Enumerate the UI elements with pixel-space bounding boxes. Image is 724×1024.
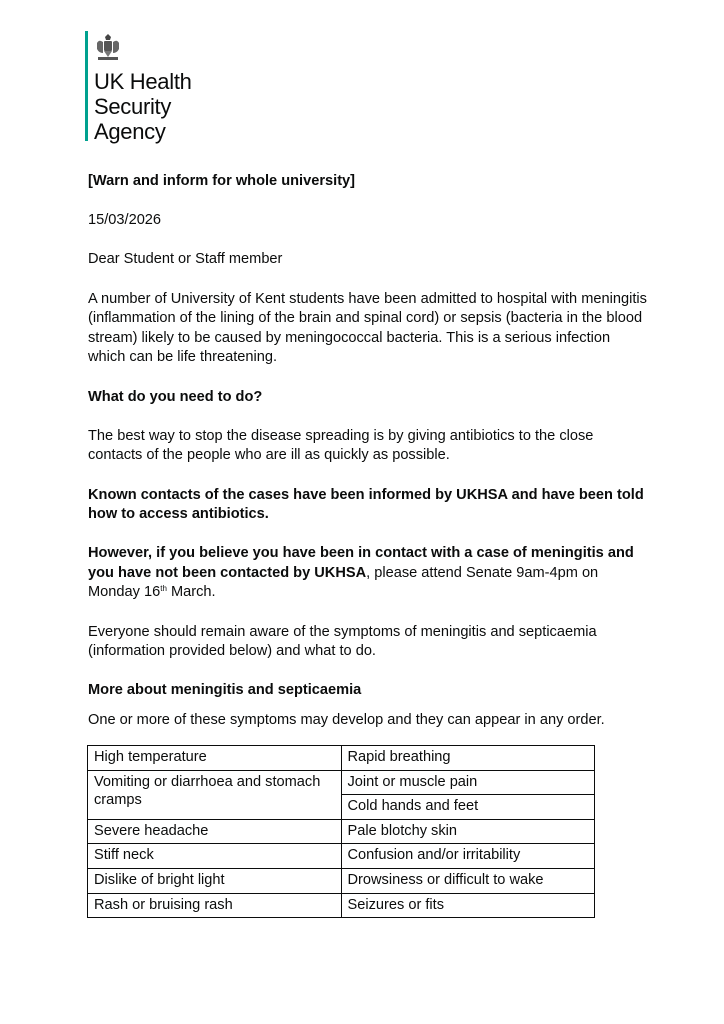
symptom-cell: Pale blotchy skin [341,819,595,844]
table-row [88,868,595,893]
symptom-cell: Seizures or fits [341,893,595,918]
symptoms-intro: One or more of these symptoms may develop and they can appear in any order. [88,712,605,729]
symptom-cell: High temperature [88,746,342,771]
symptom-cell: Joint or muscle pain [341,770,595,795]
however-bold: However, if you believe you have been in contact with a case of meningitis and you have not been contacted by UKHSA [88,545,634,581]
letter-date: 15/03/2026 [88,212,162,229]
more-about-heading: More about meningitis and septicaemia [88,682,362,699]
logo-accent-bar [85,31,88,141]
table-row [88,844,595,869]
table-row [88,770,595,795]
table-row [88,893,595,918]
best-way-paragraph: The best way to stop the disease spreading is by giving antibiotics to the close contacts of the people who are ill as quickly as possible. [88,427,594,464]
intro-paragraph: A number of University of Kent students have been admitted to hospital with meningitis (inflammation of the lining of the brain and spinal cord) or sepsis (bacteria in the blood stream) likely to be caused by meningococcal bacteria. This is a serious infection which can be life threatening. [88,290,647,366]
symptoms-table [87,745,595,918]
however-rest: , please attend Senate 9am-4pm on Monday 16 [88,564,599,601]
date-ordinal: th [160,584,167,594]
table-row [88,819,595,844]
everyone-paragraph: Everyone should remain aware of the symptoms of meningitis and septicaemia (information provided below) and what to do. [88,623,597,660]
symptom-cell: Stiff neck [88,844,342,869]
logo-line: Security [94,94,172,119]
symptom-cell: Rash or bruising rash [88,893,342,918]
however-paragraph [88,544,648,603]
symptom-cell: Dislike of bright light [88,868,342,893]
symptom-cell: Drowsiness or difficult to wake [341,868,595,893]
logo-line: Agency [94,119,166,144]
symptom-cell: Cold hands and feet [341,795,595,820]
letter-body [88,172,648,731]
what-to-do-heading: What do you need to do? [88,388,263,405]
symptom-cell: Severe headache [88,819,342,844]
logo-wordmark [94,69,192,144]
logo-line: UK Health [94,69,192,94]
royal-coat-of-arms-icon [95,33,121,63]
symptom-cell: Confusion and/or irritability [341,844,595,869]
symptom-cell: Vomiting or diarrhoea and stomach cramps [88,770,342,819]
known-contacts-paragraph: Known contacts of the cases have been informed by UKHSA and have been told how to access antibiotics. [88,486,644,523]
salutation: Dear Student or Staff member [88,251,283,268]
however-end: March. [166,584,216,601]
symptom-cell: Rapid breathing [341,746,595,771]
letter-banner: [Warn and inform for whole university] [88,173,356,189]
table-row [88,746,595,771]
